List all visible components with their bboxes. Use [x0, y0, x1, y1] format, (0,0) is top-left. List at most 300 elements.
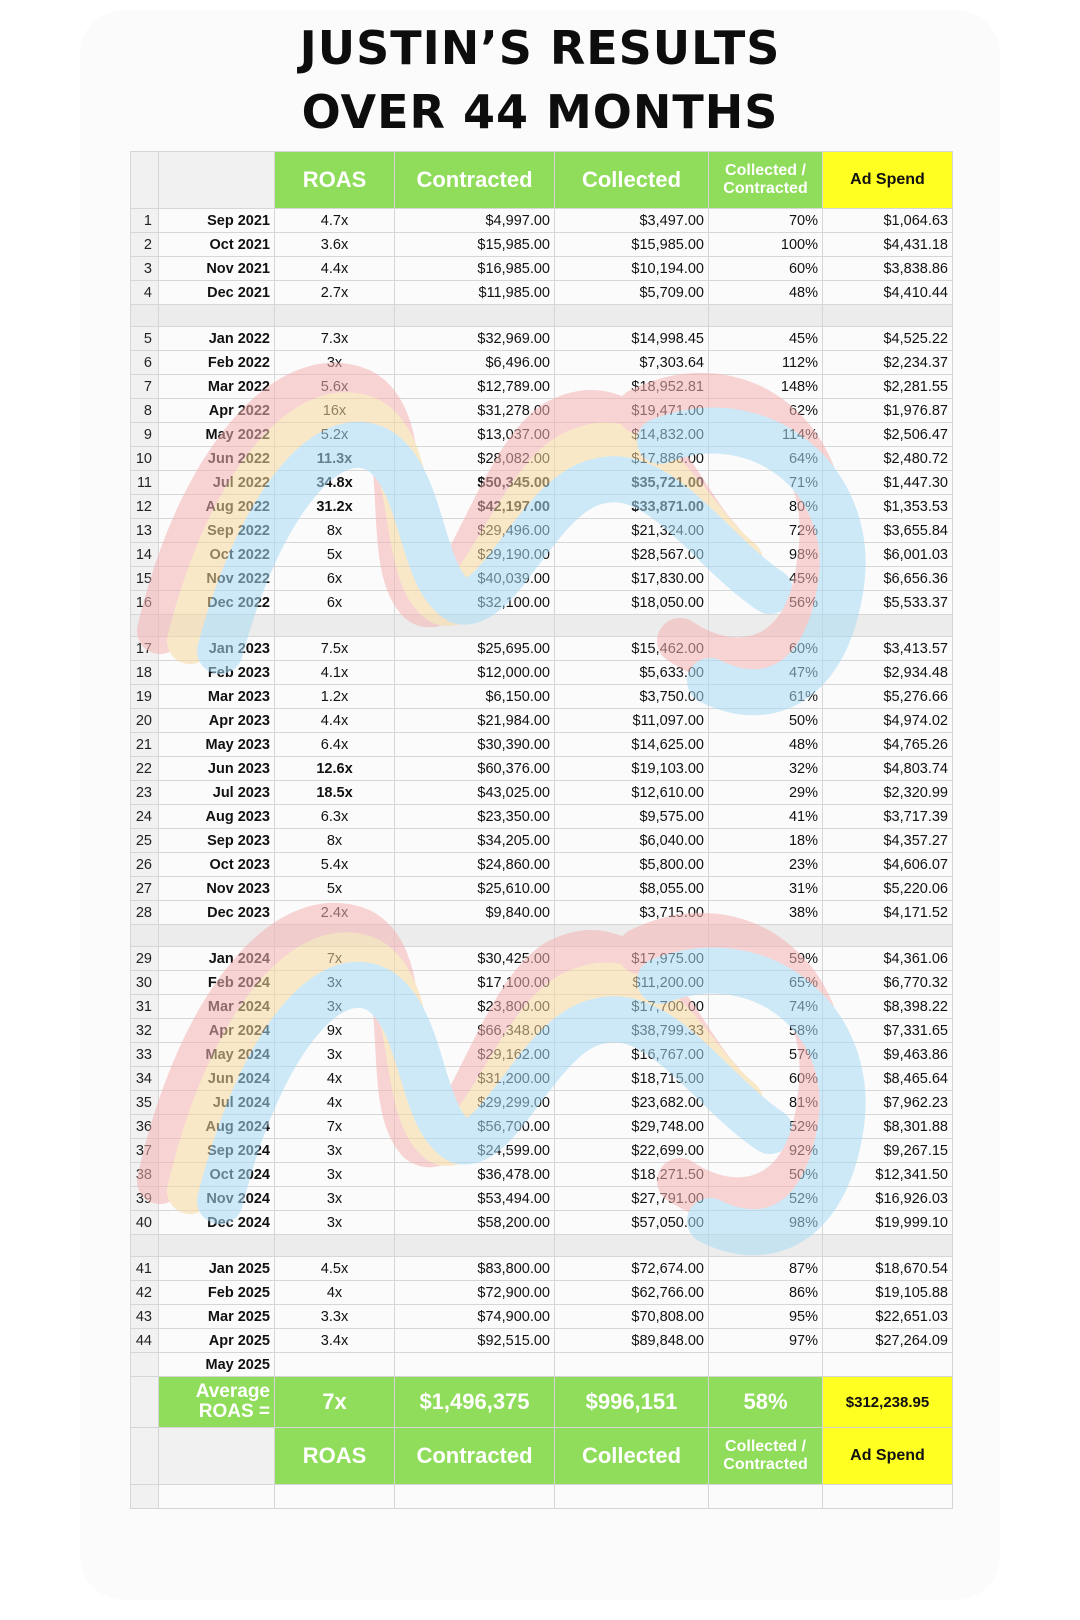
table-row — [131, 853, 953, 877]
ad-spend-cell: $9,463.86 — [823, 1043, 953, 1067]
month-cell: Sep 2021 — [159, 209, 275, 233]
month-cell: May 2024 — [159, 1043, 275, 1067]
month-cell: Sep 2023 — [159, 829, 275, 853]
collected-cell: $5,800.00 — [555, 853, 709, 877]
row-number: 8 — [131, 399, 159, 423]
ratio-cell: 52% — [709, 1115, 823, 1139]
average-ratio: 58% — [709, 1377, 823, 1428]
roas-cell: 3.3x — [275, 1305, 395, 1329]
roas-cell: 8x — [275, 519, 395, 543]
ratio-cell: 148% — [709, 375, 823, 399]
roas-cell: 6.4x — [275, 733, 395, 757]
collected-cell: $5,633.00 — [555, 661, 709, 685]
separator-cell — [555, 305, 709, 327]
ratio-cell: 86% — [709, 1281, 823, 1305]
total-ad-spend: $312,238.95 — [823, 1377, 953, 1428]
ratio-cell: 56% — [709, 591, 823, 615]
ratio-cell: 60% — [709, 1067, 823, 1091]
row-number: 5 — [131, 327, 159, 351]
roas-cell: 4x — [275, 1281, 395, 1305]
collected-cell: $89,848.00 — [555, 1329, 709, 1353]
header-ratio-line-2: Contracted — [723, 180, 808, 197]
ad-spend-cell: $7,331.65 — [823, 1019, 953, 1043]
row-number: 37 — [131, 1139, 159, 1163]
ad-spend-cell: $2,234.37 — [823, 351, 953, 375]
row-number: 32 — [131, 1019, 159, 1043]
contracted-cell: $43,025.00 — [395, 781, 555, 805]
blank-cell — [275, 1485, 395, 1509]
ad-spend-cell: $1,976.87 — [823, 399, 953, 423]
collected-cell: $17,886.00 — [555, 447, 709, 471]
row-number: 29 — [131, 947, 159, 971]
separator-cell — [709, 305, 823, 327]
ratio-cell: 61% — [709, 685, 823, 709]
ratio-cell: 98% — [709, 543, 823, 567]
table-row — [131, 1257, 953, 1281]
empty-cell — [709, 1353, 823, 1377]
separator-cell — [709, 615, 823, 637]
ad-spend-cell: $18,670.54 — [823, 1257, 953, 1281]
roas-cell: 3x — [275, 995, 395, 1019]
header-collected: Collected — [555, 152, 709, 209]
table-row — [131, 471, 953, 495]
contracted-cell: $29,496.00 — [395, 519, 555, 543]
ratio-cell: 50% — [709, 709, 823, 733]
contracted-cell: $4,997.00 — [395, 209, 555, 233]
ad-spend-cell: $2,281.55 — [823, 375, 953, 399]
ratio-cell: 50% — [709, 1163, 823, 1187]
month-cell: Nov 2023 — [159, 877, 275, 901]
ratio-cell: 32% — [709, 757, 823, 781]
roas-cell: 3.6x — [275, 233, 395, 257]
contracted-cell: $53,494.00 — [395, 1187, 555, 1211]
month-cell: Jun 2023 — [159, 757, 275, 781]
table-row — [131, 375, 953, 399]
ratio-cell: 72% — [709, 519, 823, 543]
row-number: 39 — [131, 1187, 159, 1211]
row-number: 35 — [131, 1091, 159, 1115]
table-row — [131, 757, 953, 781]
blank-cell — [131, 1485, 159, 1509]
collected-cell: $23,682.00 — [555, 1091, 709, 1115]
separator-cell — [709, 925, 823, 947]
ad-spend-cell: $6,001.03 — [823, 543, 953, 567]
row-number: 36 — [131, 1115, 159, 1139]
month-cell: Mar 2025 — [159, 1305, 275, 1329]
roas-cell: 2.4x — [275, 901, 395, 925]
collected-cell: $19,103.00 — [555, 757, 709, 781]
month-cell: Jan 2024 — [159, 947, 275, 971]
ad-spend-cell: $4,410.44 — [823, 281, 953, 305]
roas-cell: 6x — [275, 567, 395, 591]
table-row — [131, 1211, 953, 1235]
ratio-cell: 45% — [709, 567, 823, 591]
row-number: 25 — [131, 829, 159, 853]
row-number: 42 — [131, 1281, 159, 1305]
ad-spend-cell: $2,934.48 — [823, 661, 953, 685]
contracted-cell: $25,695.00 — [395, 637, 555, 661]
ratio-cell: 62% — [709, 399, 823, 423]
table-row — [131, 709, 953, 733]
row-number: 17 — [131, 637, 159, 661]
collected-cell: $38,799.33 — [555, 1019, 709, 1043]
month-cell: May 2023 — [159, 733, 275, 757]
footer-ratio-line-1: Collected / — [725, 1438, 806, 1455]
month-cell: Mar 2023 — [159, 685, 275, 709]
footer-header-row — [131, 1428, 953, 1485]
ratio-cell: 81% — [709, 1091, 823, 1115]
row-number: 22 — [131, 757, 159, 781]
ad-spend-cell: $27,264.09 — [823, 1329, 953, 1353]
ad-spend-cell: $19,999.10 — [823, 1211, 953, 1235]
collected-cell: $27,791.00 — [555, 1187, 709, 1211]
row-number: 34 — [131, 1067, 159, 1091]
ratio-cell: 80% — [709, 495, 823, 519]
table-row — [131, 543, 953, 567]
empty-cell — [823, 1353, 953, 1377]
month-cell: Jun 2022 — [159, 447, 275, 471]
roas-cell: 31.2x — [275, 495, 395, 519]
ad-spend-cell: $4,171.52 — [823, 901, 953, 925]
table-row — [131, 1329, 953, 1353]
row-number: 3 — [131, 257, 159, 281]
month-cell: Mar 2022 — [159, 375, 275, 399]
collected-cell: $18,952.81 — [555, 375, 709, 399]
ratio-cell: 65% — [709, 971, 823, 995]
ratio-cell: 59% — [709, 947, 823, 971]
separator-cell — [555, 1235, 709, 1257]
row-number: 1 — [131, 209, 159, 233]
month-cell: Aug 2022 — [159, 495, 275, 519]
row-number — [131, 1353, 159, 1377]
collected-cell: $7,303.64 — [555, 351, 709, 375]
table-row — [131, 661, 953, 685]
ratio-cell: 60% — [709, 637, 823, 661]
row-number: 30 — [131, 971, 159, 995]
roas-cell: 6x — [275, 591, 395, 615]
total-contracted: $1,496,375 — [395, 1377, 555, 1428]
month-cell: Nov 2021 — [159, 257, 275, 281]
month-cell: Nov 2024 — [159, 1187, 275, 1211]
collected-cell: $21,324.00 — [555, 519, 709, 543]
separator-cell — [275, 925, 395, 947]
contracted-cell: $83,800.00 — [395, 1257, 555, 1281]
row-number: 24 — [131, 805, 159, 829]
ad-spend-cell: $2,320.99 — [823, 781, 953, 805]
collected-cell: $18,271.50 — [555, 1163, 709, 1187]
collected-cell: $12,610.00 — [555, 781, 709, 805]
ad-spend-cell: $2,480.72 — [823, 447, 953, 471]
footer-roas: ROAS — [275, 1428, 395, 1485]
table-body — [131, 152, 953, 1509]
ad-spend-cell: $4,974.02 — [823, 709, 953, 733]
contracted-cell: $15,985.00 — [395, 233, 555, 257]
roas-cell: 7x — [275, 947, 395, 971]
collected-cell: $22,699.00 — [555, 1139, 709, 1163]
contracted-cell: $56,700.00 — [395, 1115, 555, 1139]
year-separator-row — [131, 615, 953, 637]
contracted-cell: $24,860.00 — [395, 853, 555, 877]
ratio-cell: 74% — [709, 995, 823, 1019]
separator-cell — [395, 1235, 555, 1257]
month-cell: Jan 2023 — [159, 637, 275, 661]
row-number: 9 — [131, 423, 159, 447]
ratio-cell: 97% — [709, 1329, 823, 1353]
separator-cell — [159, 1235, 275, 1257]
ratio-cell: 48% — [709, 281, 823, 305]
collected-cell: $11,200.00 — [555, 971, 709, 995]
month-cell: Jun 2024 — [159, 1067, 275, 1091]
month-cell: Jan 2022 — [159, 327, 275, 351]
roas-cell: 4x — [275, 1091, 395, 1115]
separator-cell — [275, 1235, 395, 1257]
contracted-cell: $30,425.00 — [395, 947, 555, 971]
row-number: 41 — [131, 1257, 159, 1281]
roas-cell: 5x — [275, 877, 395, 901]
month-cell: Feb 2022 — [159, 351, 275, 375]
footer-contracted: Contracted — [395, 1428, 555, 1485]
ad-spend-cell: $16,926.03 — [823, 1187, 953, 1211]
collected-cell: $18,050.00 — [555, 591, 709, 615]
table-row — [131, 209, 953, 233]
contracted-cell: $6,496.00 — [395, 351, 555, 375]
month-cell: Aug 2023 — [159, 805, 275, 829]
separator-cell — [709, 1235, 823, 1257]
year-separator-row — [131, 1235, 953, 1257]
table-row — [131, 877, 953, 901]
ratio-cell: 92% — [709, 1139, 823, 1163]
collected-cell: $18,715.00 — [555, 1067, 709, 1091]
ad-spend-cell: $4,361.06 — [823, 947, 953, 971]
ad-spend-cell: $3,717.39 — [823, 805, 953, 829]
row-number: 7 — [131, 375, 159, 399]
table-row — [131, 591, 953, 615]
ad-spend-cell: $4,525.22 — [823, 327, 953, 351]
table-row — [131, 567, 953, 591]
row-number: 14 — [131, 543, 159, 567]
month-cell: Oct 2024 — [159, 1163, 275, 1187]
roas-cell: 5.2x — [275, 423, 395, 447]
contracted-cell: $34,205.00 — [395, 829, 555, 853]
collected-cell: $11,097.00 — [555, 709, 709, 733]
ratio-cell: 57% — [709, 1043, 823, 1067]
ratio-cell: 31% — [709, 877, 823, 901]
contracted-cell: $23,800.00 — [395, 995, 555, 1019]
month-cell: Sep 2024 — [159, 1139, 275, 1163]
ad-spend-cell: $4,357.27 — [823, 829, 953, 853]
blank-cell — [709, 1485, 823, 1509]
contracted-cell: $29,299.00 — [395, 1091, 555, 1115]
roas-cell: 3.4x — [275, 1329, 395, 1353]
contracted-cell: $32,100.00 — [395, 591, 555, 615]
table-row — [131, 423, 953, 447]
contracted-cell: $31,200.00 — [395, 1067, 555, 1091]
ratio-cell: 87% — [709, 1257, 823, 1281]
month-cell: Feb 2024 — [159, 971, 275, 995]
ratio-cell: 70% — [709, 209, 823, 233]
ad-spend-cell: $3,838.86 — [823, 257, 953, 281]
table-row — [131, 1043, 953, 1067]
collected-cell: $14,625.00 — [555, 733, 709, 757]
collected-cell: $17,975.00 — [555, 947, 709, 971]
contracted-cell: $13,037.00 — [395, 423, 555, 447]
results-spreadsheet — [130, 151, 952, 1509]
year-separator-row — [131, 305, 953, 327]
roas-cell: 3x — [275, 1163, 395, 1187]
ratio-cell: 29% — [709, 781, 823, 805]
collected-cell: $57,050.00 — [555, 1211, 709, 1235]
roas-cell: 7.3x — [275, 327, 395, 351]
average-label-line-1: Average — [195, 1381, 270, 1402]
month-cell: May 2025 — [159, 1353, 275, 1377]
table-row — [131, 1281, 953, 1305]
table-row — [131, 829, 953, 853]
row-number: 10 — [131, 447, 159, 471]
month-cell: Apr 2023 — [159, 709, 275, 733]
contracted-cell: $12,000.00 — [395, 661, 555, 685]
row-number: 15 — [131, 567, 159, 591]
separator-cell — [395, 925, 555, 947]
collected-cell: $5,709.00 — [555, 281, 709, 305]
footer-index-cell — [131, 1428, 159, 1485]
row-number: 2 — [131, 233, 159, 257]
collected-cell: $16,767.00 — [555, 1043, 709, 1067]
separator-cell — [395, 615, 555, 637]
table-row — [131, 495, 953, 519]
header-month-cell — [159, 152, 275, 209]
contracted-cell: $24,599.00 — [395, 1139, 555, 1163]
contracted-cell: $58,200.00 — [395, 1211, 555, 1235]
separator-cell — [131, 305, 159, 327]
header-ratio-line-1: Collected / — [725, 162, 806, 179]
ad-spend-cell: $12,341.50 — [823, 1163, 953, 1187]
table-row — [131, 1067, 953, 1091]
blank-cell — [555, 1485, 709, 1509]
table-row — [131, 1115, 953, 1139]
contracted-cell: $6,150.00 — [395, 685, 555, 709]
roas-cell: 3x — [275, 1043, 395, 1067]
table-row — [131, 447, 953, 471]
ad-spend-cell: $1,447.30 — [823, 471, 953, 495]
month-cell: Feb 2025 — [159, 1281, 275, 1305]
month-cell: May 2022 — [159, 423, 275, 447]
contracted-cell: $42,197.00 — [395, 495, 555, 519]
table-row — [131, 781, 953, 805]
separator-cell — [275, 305, 395, 327]
table-row — [131, 519, 953, 543]
empty-cell — [395, 1353, 555, 1377]
contracted-cell: $74,900.00 — [395, 1305, 555, 1329]
contracted-cell: $25,610.00 — [395, 877, 555, 901]
table-row — [131, 1019, 953, 1043]
roas-cell: 16x — [275, 399, 395, 423]
row-number: 26 — [131, 853, 159, 877]
ratio-cell: 112% — [709, 351, 823, 375]
row-number: 13 — [131, 519, 159, 543]
table-row — [131, 281, 953, 305]
row-number: 38 — [131, 1163, 159, 1187]
header-row — [131, 152, 953, 209]
title-line-1: JUSTIN’S RESULTS — [299, 21, 781, 75]
collected-cell: $35,721.00 — [555, 471, 709, 495]
roas-cell: 4x — [275, 1067, 395, 1091]
table-row — [131, 901, 953, 925]
contracted-cell: $60,376.00 — [395, 757, 555, 781]
separator-cell — [275, 615, 395, 637]
ad-spend-cell: $4,803.74 — [823, 757, 953, 781]
contracted-cell: $40,039.00 — [395, 567, 555, 591]
row-number: 31 — [131, 995, 159, 1019]
collected-cell: $3,750.00 — [555, 685, 709, 709]
roas-cell: 4.5x — [275, 1257, 395, 1281]
collected-cell: $28,567.00 — [555, 543, 709, 567]
ratio-cell: 23% — [709, 853, 823, 877]
table-row — [131, 1187, 953, 1211]
year-separator-row — [131, 925, 953, 947]
roas-cell: 12.6x — [275, 757, 395, 781]
title-line-2: OVER 44 MONTHS — [301, 85, 779, 139]
separator-cell — [159, 305, 275, 327]
collected-cell: $8,055.00 — [555, 877, 709, 901]
empty-cell — [555, 1353, 709, 1377]
month-cell: Aug 2024 — [159, 1115, 275, 1139]
page-title — [0, 16, 1080, 144]
ad-spend-cell: $3,413.57 — [823, 637, 953, 661]
ratio-cell: 48% — [709, 733, 823, 757]
contracted-cell: $23,350.00 — [395, 805, 555, 829]
row-number: 40 — [131, 1211, 159, 1235]
month-cell: Apr 2024 — [159, 1019, 275, 1043]
collected-cell: $9,575.00 — [555, 805, 709, 829]
separator-cell — [823, 305, 953, 327]
ratio-cell: 52% — [709, 1187, 823, 1211]
month-cell: Nov 2022 — [159, 567, 275, 591]
average-roas: 7x — [275, 1377, 395, 1428]
month-cell: Oct 2023 — [159, 853, 275, 877]
roas-cell: 4.7x — [275, 209, 395, 233]
contracted-cell: $28,082.00 — [395, 447, 555, 471]
roas-cell: 9x — [275, 1019, 395, 1043]
contracted-cell: $9,840.00 — [395, 901, 555, 925]
blank-cell — [823, 1485, 953, 1509]
collected-cell: $6,040.00 — [555, 829, 709, 853]
month-cell: Dec 2021 — [159, 281, 275, 305]
collected-cell: $3,715.00 — [555, 901, 709, 925]
roas-cell: 3x — [275, 1187, 395, 1211]
ratio-cell: 41% — [709, 805, 823, 829]
ad-spend-cell: $6,656.36 — [823, 567, 953, 591]
ratio-cell: 64% — [709, 447, 823, 471]
row-number: 12 — [131, 495, 159, 519]
row-number: 23 — [131, 781, 159, 805]
average-row — [131, 1377, 953, 1428]
separator-cell — [131, 615, 159, 637]
ad-spend-cell: $9,267.15 — [823, 1139, 953, 1163]
roas-cell: 3x — [275, 351, 395, 375]
ratio-cell: 71% — [709, 471, 823, 495]
ad-spend-cell: $4,431.18 — [823, 233, 953, 257]
ratio-cell: 18% — [709, 829, 823, 853]
table-row — [131, 1139, 953, 1163]
collected-cell: $17,700.00 — [555, 995, 709, 1019]
separator-cell — [555, 925, 709, 947]
bottom-blank-row — [131, 1485, 953, 1509]
blank-cell — [159, 1485, 275, 1509]
contracted-cell: $16,985.00 — [395, 257, 555, 281]
footer-ratio-line-2: Contracted — [723, 1456, 808, 1473]
contracted-cell: $92,515.00 — [395, 1329, 555, 1353]
collected-cell: $15,985.00 — [555, 233, 709, 257]
